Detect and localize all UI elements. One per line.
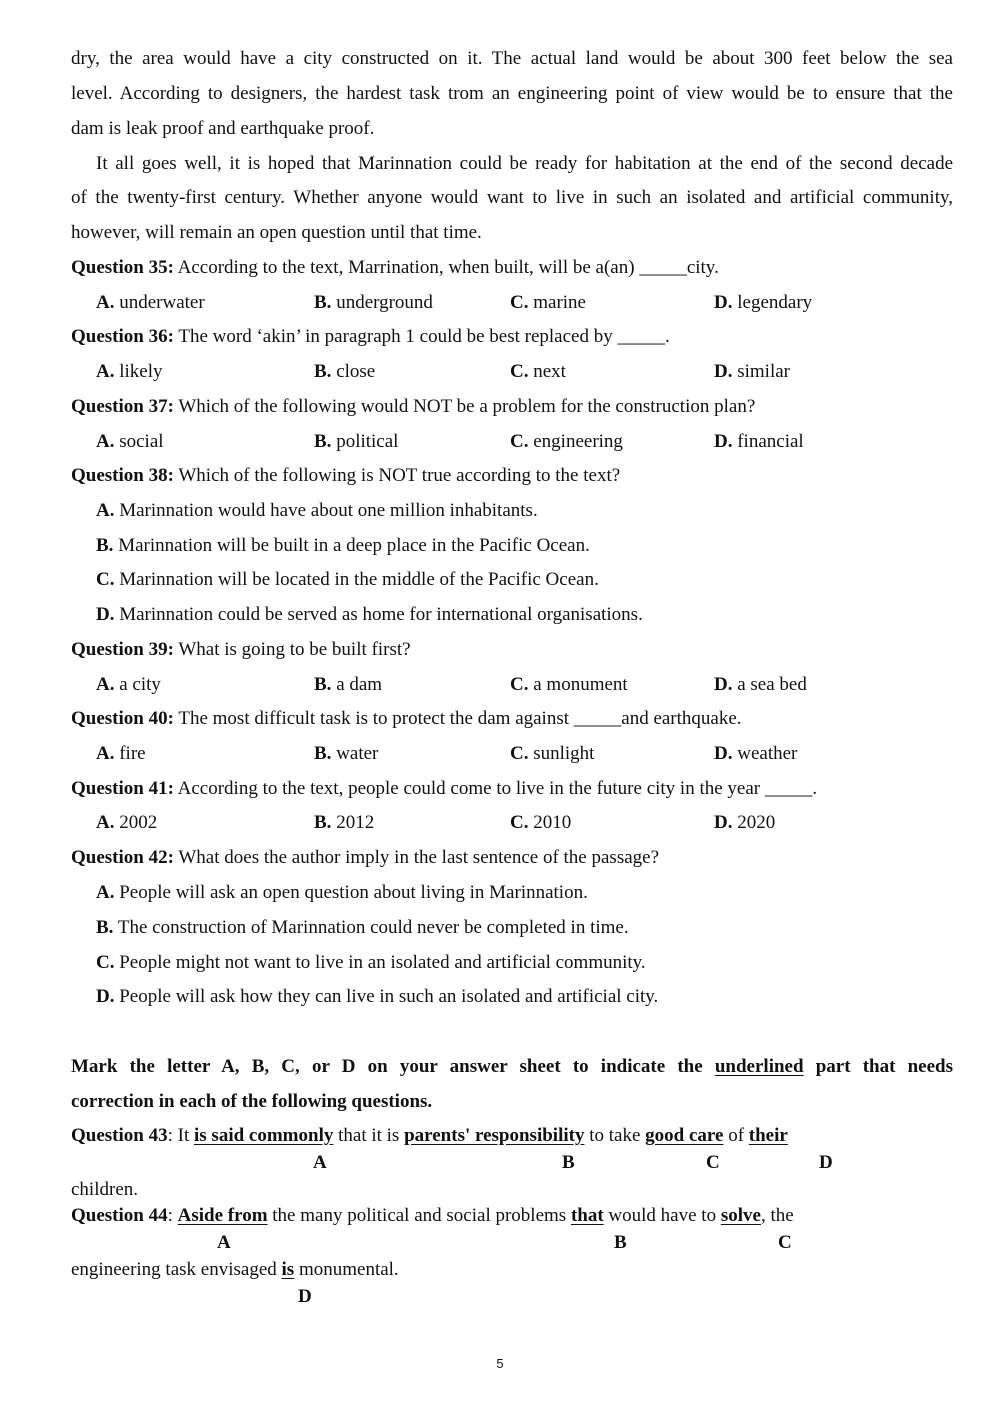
- option-c[interactable]: C. People might not want to live in an isolated and artificial community.: [96, 952, 646, 973]
- letter-b: B: [562, 1152, 575, 1173]
- passage-line: It all goes well, it is hoped that Marinnation could be ready for habitation at the end of the second decade: [96, 153, 953, 174]
- option-a[interactable]: A. Marinnation would have about one million inhabitants.: [96, 500, 538, 521]
- section-instruction: Mark the letter A, B, C, or D on your answer sheet to indicate the underlined part that needs: [71, 1056, 954, 1077]
- letter-c: C: [706, 1152, 720, 1173]
- passage-line: however, will remain an open question until that time.: [71, 222, 482, 243]
- option-c[interactable]: C. Marinnation will be located in the middle of the Pacific Ocean.: [96, 569, 599, 590]
- passage-line: of the twenty-first century. Whether anyone would want to live in such an isolated and artificial community,: [71, 187, 953, 208]
- section-instruction-line2: correction in each of the following questions.: [71, 1091, 433, 1112]
- letter-d: D: [819, 1152, 833, 1173]
- underlined-part-b[interactable]: that: [570, 1205, 604, 1226]
- option-b[interactable]: B. close: [314, 361, 376, 382]
- option-d[interactable]: D. Marinnation could be served as home for international organisations.: [96, 604, 643, 625]
- option-d[interactable]: D. weather: [714, 743, 798, 764]
- passage-line: dam is leak proof and earthquake proof.: [71, 118, 375, 139]
- option-c[interactable]: C. engineering: [510, 431, 623, 452]
- letter-a: A: [217, 1232, 231, 1253]
- option-d[interactable]: D. legendary: [714, 292, 813, 313]
- underlined-part-b[interactable]: parents' responsibility: [404, 1125, 585, 1146]
- question-44: Question 44: Aside from the many political and social problems that would have to solve, the: [71, 1205, 794, 1226]
- letter-b: B: [614, 1232, 627, 1253]
- option-a[interactable]: A. likely: [96, 361, 163, 382]
- option-b[interactable]: B. water: [314, 743, 379, 764]
- question-38: Question 38: Which of the following is NOT true according to the text?: [71, 465, 621, 486]
- option-a[interactable]: A. social: [96, 431, 164, 452]
- option-a[interactable]: A. fire: [96, 743, 146, 764]
- question-41: Question 41: According to the text, people could come to live in the future city in the year _____.: [71, 778, 818, 799]
- option-a[interactable]: A. 2002: [96, 812, 158, 833]
- passage-line: level. According to designers, the hardest task trom an engineering point of view would be to ensure that the: [71, 83, 953, 104]
- question-43: Question 43: It is said commonly that it is parents' responsibility to take good care of their: [71, 1125, 788, 1146]
- question-35: Question 35: According to the text, Marrination, when built, will be a(an) _____city.: [71, 257, 719, 278]
- option-a[interactable]: A. underwater: [96, 292, 205, 313]
- letter-a: A: [313, 1152, 327, 1173]
- option-b[interactable]: B. Marinnation will be built in a deep place in the Pacific Ocean.: [96, 535, 590, 556]
- page-number: 5: [496, 1356, 504, 1371]
- question-37: Question 37: Which of the following would NOT be a problem for the construction plan?: [71, 396, 756, 417]
- option-a[interactable]: A. a city: [96, 674, 161, 695]
- question-44-continuation: engineering task envisaged is monumental.: [71, 1259, 399, 1280]
- question-39: Question 39: What is going to be built first?: [71, 639, 411, 660]
- option-b[interactable]: B. The construction of Marinnation could never be completed in time.: [96, 917, 629, 938]
- option-b[interactable]: B. underground: [314, 292, 433, 313]
- option-c[interactable]: C. marine: [510, 292, 586, 313]
- passage-line: dry, the area would have a city constructed on it. The actual land would be about 300 feet below the sea: [71, 48, 953, 69]
- letter-d: D: [298, 1286, 312, 1307]
- underlined-part-d[interactable]: their: [748, 1125, 788, 1146]
- underlined-part-a[interactable]: Aside from: [177, 1205, 268, 1226]
- option-c[interactable]: C. 2010: [510, 812, 572, 833]
- option-b[interactable]: B. a dam: [314, 674, 383, 695]
- underlined-part-c[interactable]: good care: [645, 1125, 724, 1146]
- underlined-word: underlined: [714, 1056, 804, 1077]
- option-c[interactable]: C. a monument: [510, 674, 628, 695]
- underlined-part-a[interactable]: is said commonly: [194, 1125, 334, 1146]
- letter-c: C: [778, 1232, 792, 1253]
- option-c[interactable]: C. next: [510, 361, 566, 382]
- question-42: Question 42: What does the author imply in the last sentence of the passage?: [71, 847, 660, 868]
- option-d[interactable]: D. similar: [714, 361, 791, 382]
- question-36: Question 36: The word ‘akin’ in paragraph 1 could be best replaced by _____.: [71, 326, 670, 347]
- option-d[interactable]: D. People will ask how they can live in such an isolated and artificial city.: [96, 986, 659, 1007]
- option-b[interactable]: B. 2012: [314, 812, 375, 833]
- option-c[interactable]: C. sunlight: [510, 743, 595, 764]
- underlined-part-d[interactable]: is: [281, 1259, 295, 1280]
- option-d[interactable]: D. a sea bed: [714, 674, 807, 695]
- question-40: Question 40: The most difficult task is to protect the dam against _____and earthquake.: [71, 708, 742, 729]
- underlined-part-c[interactable]: solve: [720, 1205, 761, 1226]
- question-43-continuation: children.: [71, 1179, 139, 1200]
- option-d[interactable]: D. 2020: [714, 812, 776, 833]
- option-b[interactable]: B. political: [314, 431, 399, 452]
- option-a[interactable]: A. People will ask an open question about living in Marinnation.: [96, 882, 588, 903]
- option-d[interactable]: D. financial: [714, 431, 804, 452]
